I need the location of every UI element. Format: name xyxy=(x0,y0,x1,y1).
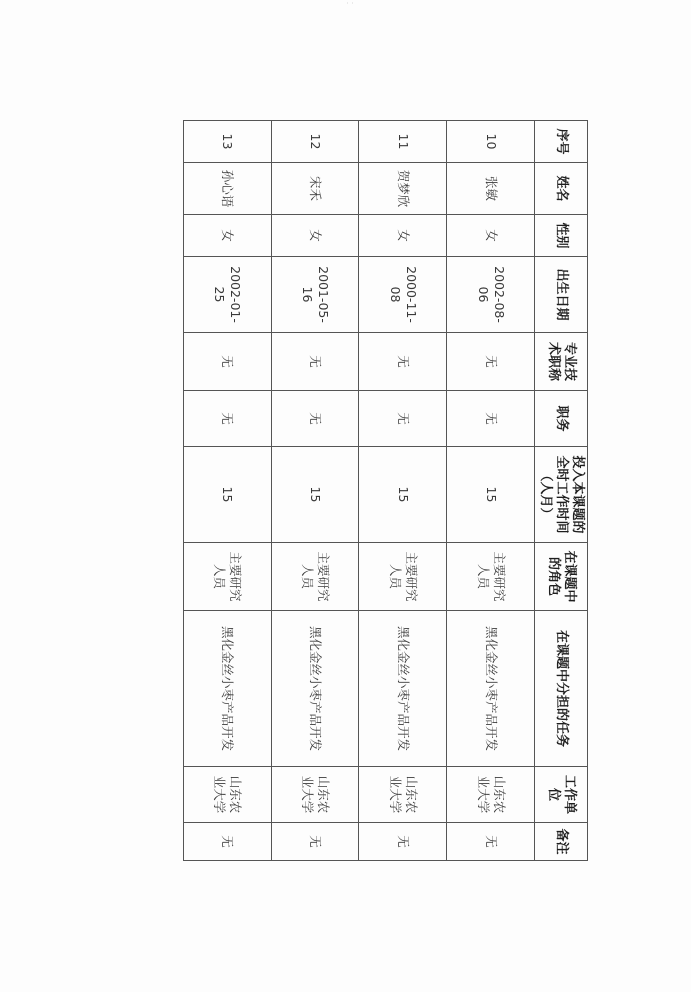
cell-unit: 山东农业大学 xyxy=(184,767,272,823)
cell-gender: 女 xyxy=(184,215,272,257)
header-months: 投入本课题的全时工作时间（人月） xyxy=(535,447,588,543)
cell-months: 15 xyxy=(447,447,535,543)
cell-seq: 11 xyxy=(359,121,447,163)
cell-months: 15 xyxy=(359,447,447,543)
cell-role: 主要研究人员 xyxy=(359,543,447,611)
cell-gender: 女 xyxy=(447,215,535,257)
table-row xyxy=(271,121,359,861)
cell-title: 无 xyxy=(271,333,359,391)
cell-months: 15 xyxy=(271,447,359,543)
header-unit: 工作单位 xyxy=(535,767,588,823)
cell-birth: 2002-08-06 xyxy=(447,257,535,333)
cell-title: 无 xyxy=(359,333,447,391)
header-name: 姓名 xyxy=(535,163,588,215)
header-remark: 备注 xyxy=(535,823,588,861)
cell-seq: 13 xyxy=(184,121,272,163)
personnel-table xyxy=(183,120,588,861)
header-birth: 出生日期 xyxy=(535,257,588,333)
header-title: 专业技术职称 xyxy=(535,333,588,391)
cell-remark: 无 xyxy=(359,823,447,861)
header-gender: 性别 xyxy=(535,215,588,257)
cell-seq: 12 xyxy=(271,121,359,163)
cell-remark: 无 xyxy=(447,823,535,861)
scan-mark: · · xyxy=(346,0,354,8)
cell-remark: 无 xyxy=(271,823,359,861)
cell-duty: 无 xyxy=(447,391,535,447)
cell-unit: 山东农业大学 xyxy=(447,767,535,823)
roster-table-container xyxy=(183,120,588,860)
cell-name: 孙心语 xyxy=(184,163,272,215)
rotated-page xyxy=(183,120,588,860)
cell-gender: 女 xyxy=(359,215,447,257)
header-seq: 序号 xyxy=(535,121,588,163)
cell-birth: 2000-11-08 xyxy=(359,257,447,333)
cell-task: 黑化金丝小枣产品开发 xyxy=(184,611,272,767)
cell-name: 宋禾 xyxy=(271,163,359,215)
cell-months: 15 xyxy=(184,447,272,543)
table-row xyxy=(359,121,447,861)
header-role: 在课题中的角色 xyxy=(535,543,588,611)
cell-unit: 山东农业大学 xyxy=(359,767,447,823)
cell-name: 张敏 xyxy=(447,163,535,215)
table-row xyxy=(447,121,535,861)
cell-name: 贺梦欣 xyxy=(359,163,447,215)
cell-gender: 女 xyxy=(271,215,359,257)
cell-title: 无 xyxy=(184,333,272,391)
cell-birth: 2001-05-16 xyxy=(271,257,359,333)
cell-duty: 无 xyxy=(359,391,447,447)
header-duty: 职务 xyxy=(535,391,588,447)
cell-task: 黑化金丝小枣产品开发 xyxy=(447,611,535,767)
header-row xyxy=(535,121,588,861)
cell-seq: 10 xyxy=(447,121,535,163)
header-task: 在课题中分担的任务 xyxy=(535,611,588,767)
cell-task: 黑化金丝小枣产品开发 xyxy=(271,611,359,767)
cell-duty: 无 xyxy=(184,391,272,447)
cell-role: 主要研究人员 xyxy=(447,543,535,611)
cell-task: 黑化金丝小枣产品开发 xyxy=(359,611,447,767)
cell-role: 主要研究人员 xyxy=(271,543,359,611)
cell-role: 主要研究人员 xyxy=(184,543,272,611)
table-row xyxy=(184,121,272,861)
cell-unit: 山东农业大学 xyxy=(271,767,359,823)
cell-remark: 无 xyxy=(184,823,272,861)
cell-birth: 2002-01-25 xyxy=(184,257,272,333)
cell-duty: 无 xyxy=(271,391,359,447)
cell-title: 无 xyxy=(447,333,535,391)
